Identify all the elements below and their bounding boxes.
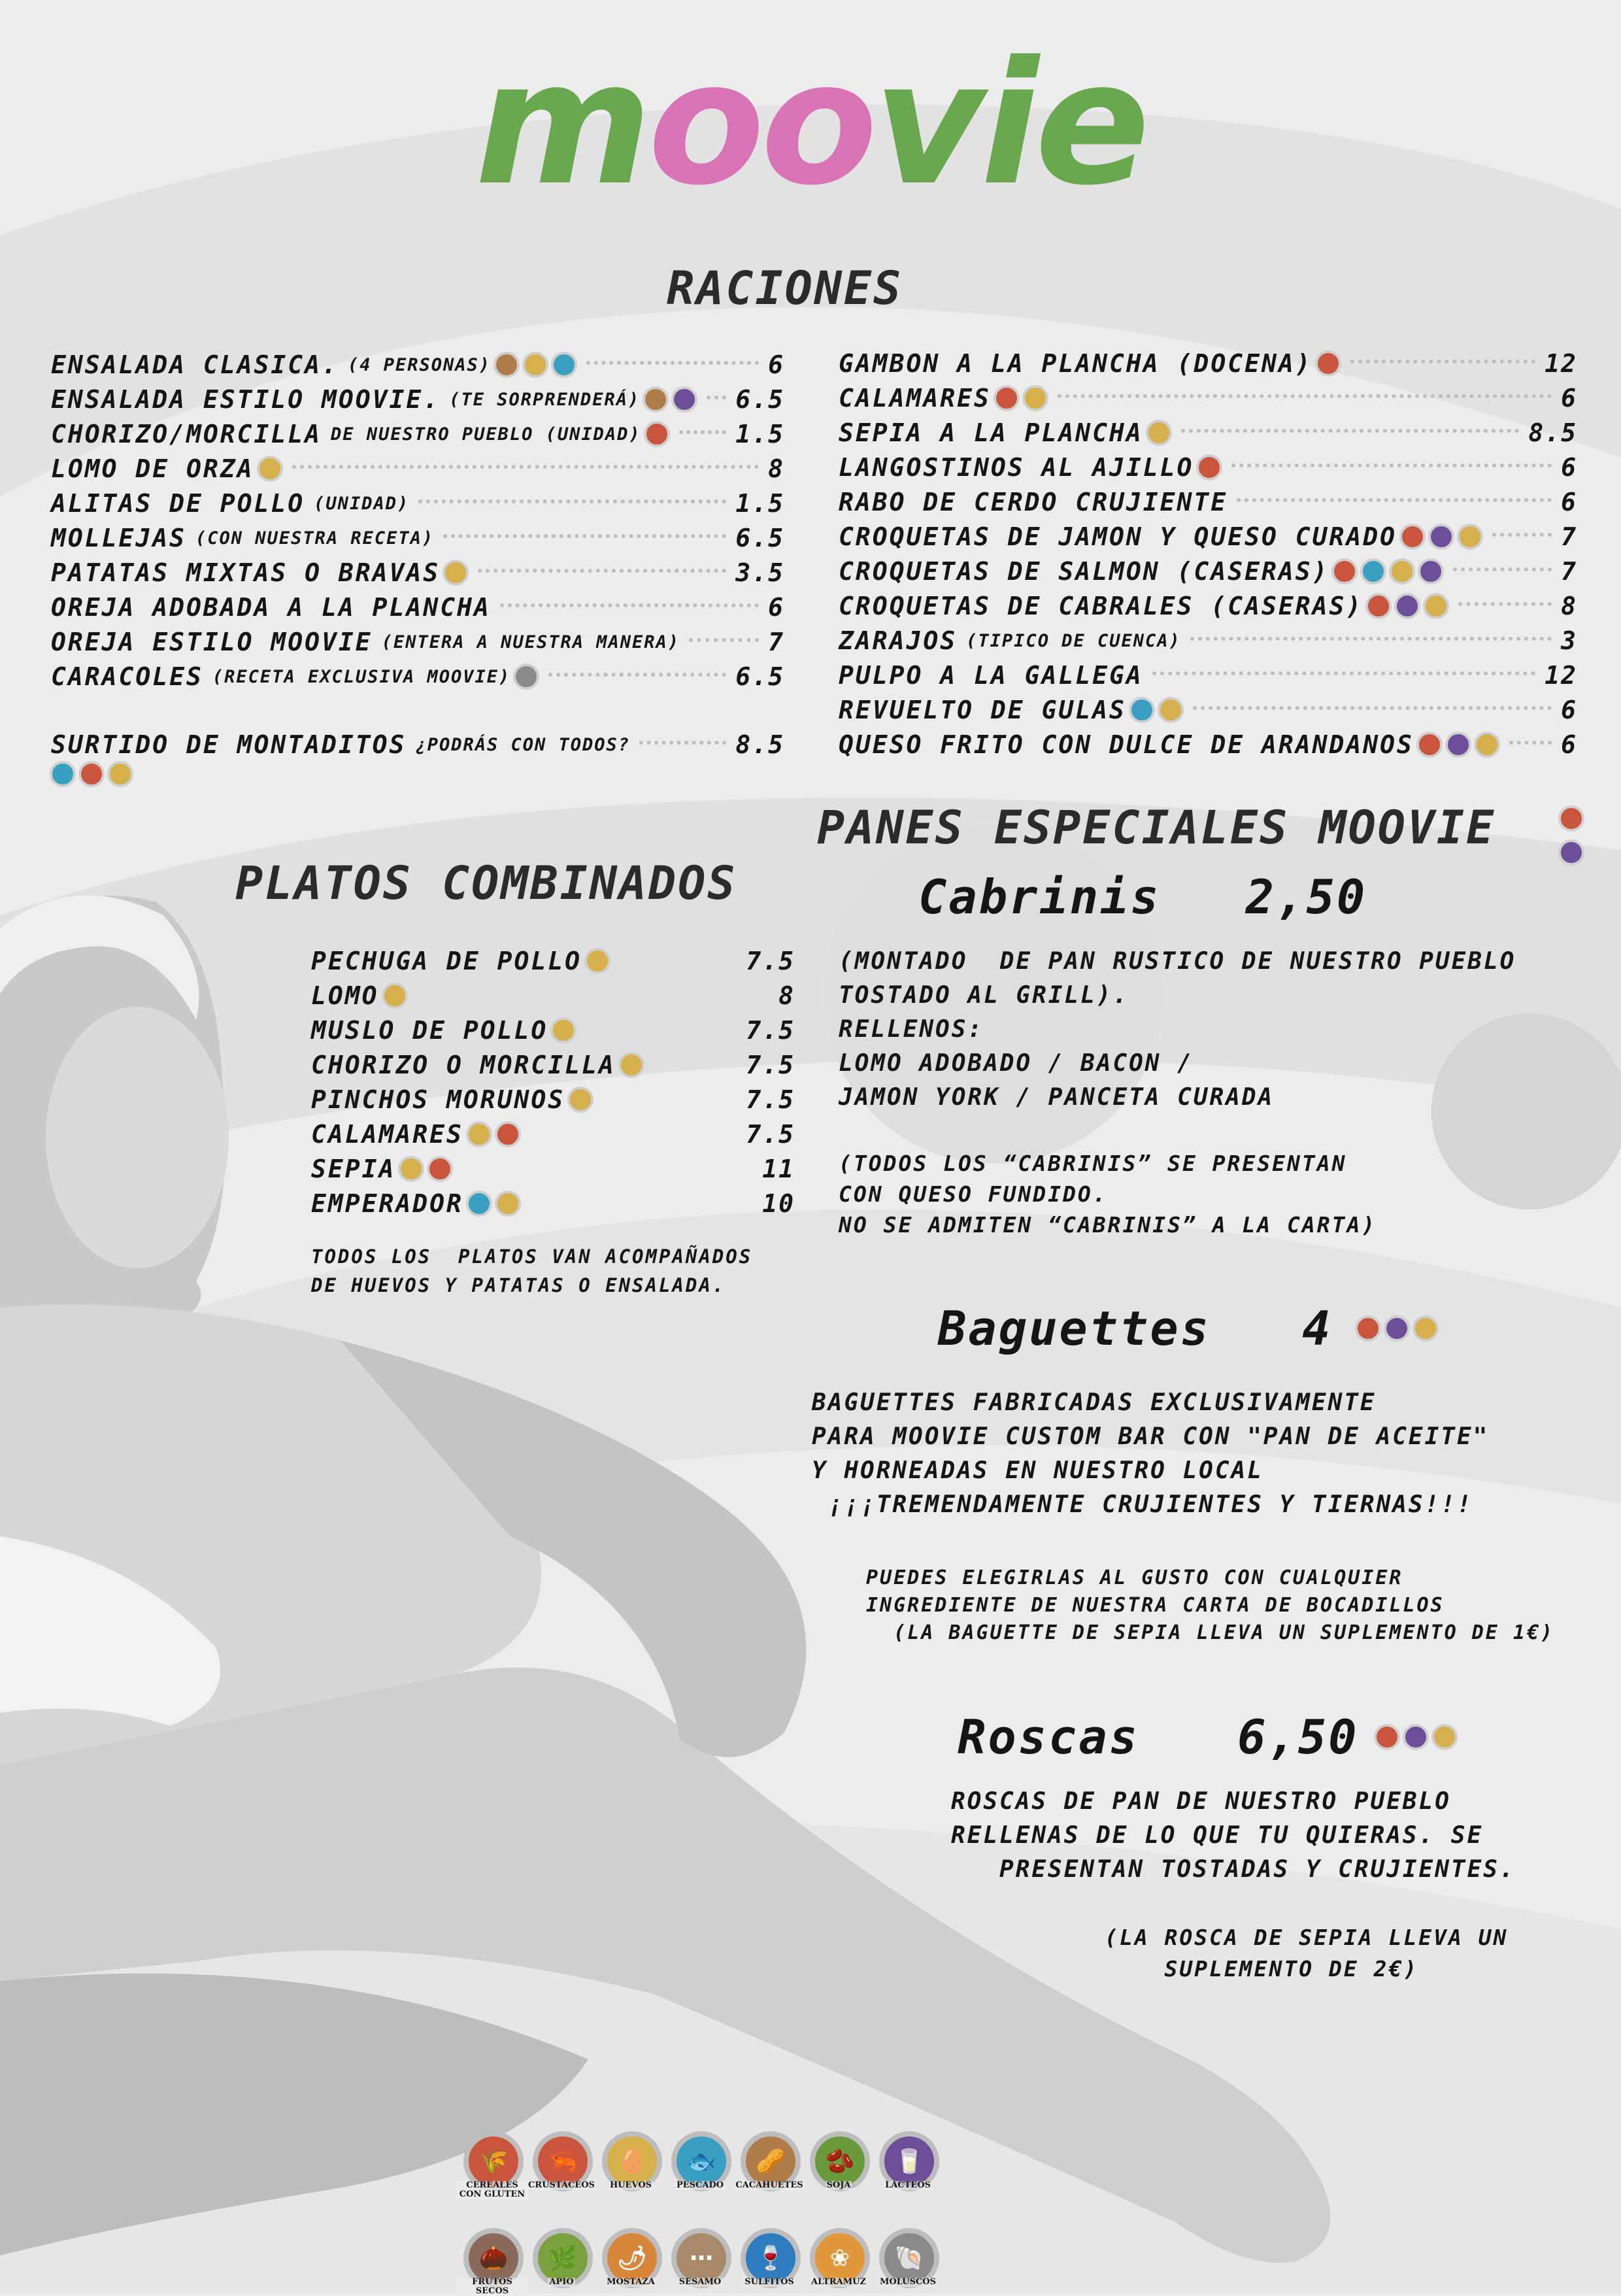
cabrinis-note: (TODOS LOS “CABRINIS” SE PRESENTAN CON QUESO FUNDIDO. NO SE ADMITEN “CABRINIS” A LA CARTA) bbox=[839, 1151, 1377, 1238]
menu-item bbox=[51, 660, 784, 694]
dot-leader bbox=[586, 361, 759, 365]
huevos-allergen-icon bbox=[550, 1017, 577, 1043]
menu-item-price: 8 bbox=[778, 981, 795, 1010]
gluten-allergen-icon bbox=[1331, 558, 1358, 584]
roscas-heading bbox=[958, 1710, 1458, 1764]
dot-leader bbox=[548, 673, 726, 677]
menu-item bbox=[311, 1013, 795, 1047]
menu-item-name: RABO DE CERDO CRUJIENTE bbox=[839, 488, 1228, 516]
menu-item bbox=[839, 485, 1577, 519]
logo-letters-vie: vie bbox=[873, 25, 1146, 223]
crust-icon: 🦐 bbox=[533, 2131, 593, 2191]
dot-leader bbox=[417, 992, 770, 996]
menu-item-name: SEPIA A LA PLANCHA bbox=[839, 418, 1143, 447]
allergen-label: FRUTOS SECOS bbox=[456, 2278, 528, 2296]
menu-item bbox=[311, 1117, 795, 1151]
menu-item-price: 6 bbox=[768, 593, 784, 622]
menu-item-price: 8.5 bbox=[1528, 418, 1577, 447]
altramuz-legend-item bbox=[803, 2228, 875, 2296]
menu-item-price: 1.5 bbox=[735, 420, 784, 448]
menu-item bbox=[311, 1187, 795, 1221]
dot-leader bbox=[1453, 567, 1552, 571]
allergen-label: CRUSTACEOS bbox=[528, 2180, 595, 2190]
menu-item-name: ENSALADA CLASICA. bbox=[51, 350, 339, 379]
menu-item-name: MUSLO DE POLLO bbox=[311, 1016, 548, 1045]
gluten-allergen-icon bbox=[1399, 524, 1426, 550]
gluten-allergen-icon bbox=[1374, 1724, 1400, 1750]
dot-leader bbox=[500, 603, 759, 607]
lacteos-allergen-icon bbox=[1445, 732, 1471, 758]
roscas-description: ROSCAS DE PAN DE NUESTRO PUEBLO RELLENAS DE LO QUE TU QUIERAS. SE PRESENTAN TOSTADAS Y CRUJIENTES. bbox=[951, 1788, 1516, 1883]
menu-item-price: 7 bbox=[768, 628, 784, 656]
allergen-legend-row-1 bbox=[458, 2131, 943, 2199]
menu-item bbox=[839, 381, 1577, 415]
roscas-note: (LA ROSCA DE SEPIA LLEVA UN SUPLEMENTO DE 2€) bbox=[1105, 1925, 1509, 1982]
dot-leader bbox=[639, 741, 726, 745]
gluten-allergen-icon bbox=[495, 1121, 521, 1147]
lacteos-allergen-icon bbox=[1428, 524, 1454, 550]
gluten-allergen-icon bbox=[1355, 1315, 1381, 1342]
huevos-allergen-icon bbox=[466, 1121, 492, 1147]
sulfitos-legend-item bbox=[733, 2228, 805, 2296]
montaditos-allergen-icons bbox=[47, 761, 133, 787]
allergen-label: SESAMO bbox=[678, 2277, 722, 2287]
dot-leader bbox=[620, 957, 737, 961]
menu-item-note: (UNIDAD) bbox=[314, 493, 410, 514]
huevos-allergen-icon bbox=[495, 1190, 521, 1217]
mostaza-icon: 🌶 bbox=[602, 2228, 662, 2288]
menu-item bbox=[839, 658, 1577, 692]
dot-leader bbox=[462, 1165, 753, 1169]
menu-item-price: 3 bbox=[1561, 626, 1577, 655]
lacteos-legend-item bbox=[872, 2131, 944, 2199]
menu-item-name: CARACOLES bbox=[51, 662, 203, 691]
menu-item bbox=[311, 1048, 795, 1082]
menu-item-note: (TE SORPRENDERÁ) bbox=[449, 389, 641, 410]
dot-leader bbox=[1237, 498, 1552, 502]
apio-legend-item bbox=[526, 2228, 597, 2296]
moluscos-legend-item bbox=[872, 2228, 944, 2296]
menu-item-price: 6 bbox=[1561, 730, 1577, 759]
huevos-allergen-icon bbox=[567, 1087, 593, 1113]
menu-item bbox=[51, 556, 784, 590]
menu-item-price: 6.5 bbox=[735, 524, 784, 552]
huevos-icon: 🥚 bbox=[602, 2131, 662, 2191]
huevos-allergen-icon bbox=[522, 352, 548, 378]
menu-item bbox=[839, 520, 1577, 554]
dot-leader bbox=[707, 396, 726, 399]
allergen-label: LACTEOS bbox=[885, 2180, 931, 2190]
menu-item-price: 6 bbox=[1561, 696, 1577, 724]
lacteos-allergen-icon bbox=[1384, 1315, 1410, 1342]
baguettes-note: PUEDES ELEGIRLAS AL GUSTO CON CUALQUIER INGREDIENTE DE NUESTRA CARTA DE BOCADILLOS (LA BAGUETTE DE SEPIA LLEVA UN SUPLEMENTO DE 1€) bbox=[866, 1566, 1555, 1644]
allergen-label: CACAHUETES bbox=[735, 2180, 803, 2190]
apio-icon: 🌿 bbox=[533, 2228, 593, 2288]
dot-leader bbox=[1190, 637, 1552, 641]
dot-leader bbox=[1193, 706, 1552, 710]
roscas-allergen-icons bbox=[1371, 1724, 1458, 1750]
sulfitos-icon: 🍷 bbox=[741, 2228, 801, 2288]
menu-item-name: PULPO A LA GALLEGA bbox=[839, 661, 1143, 690]
huevos-allergen-icon bbox=[1423, 593, 1449, 619]
menu-item-name: EMPERADOR bbox=[311, 1189, 463, 1218]
dot-leader bbox=[443, 534, 726, 538]
menu-item-name: PECHUGA DE POLLO bbox=[311, 947, 582, 975]
gluten-allergen-icon bbox=[1365, 593, 1392, 619]
dot-leader bbox=[530, 1200, 753, 1204]
cabrinis-description: (MONTADO DE PAN RUSTICO DE NUESTRO PUEBLO TOSTADO AL GRILL). RELLENOS: LOMO ADOBADO / BACON / JAMON YORK / PANCETA CURADA bbox=[839, 948, 1516, 1111]
menu-item-note: (TIPICO DE CUENCA) bbox=[966, 630, 1181, 651]
menu-item-name: OREJA ESTILO MOOVIE bbox=[51, 628, 373, 656]
menu-item bbox=[839, 450, 1577, 484]
menu-item-note: ¿PODRÁS CON TODOS? bbox=[415, 734, 631, 755]
roscas-name: Roscas bbox=[958, 1710, 1140, 1764]
dot-leader bbox=[603, 1096, 737, 1100]
dot-leader bbox=[292, 465, 760, 469]
logo-letters-oo: oo bbox=[648, 25, 874, 223]
menu-item-name: LOMO bbox=[311, 981, 379, 1010]
menu-item-name: CROQUETAS DE SALMON (CASERAS) bbox=[839, 557, 1329, 586]
sesamo-icon: ⋯ bbox=[671, 2228, 731, 2288]
pescado-icon: 🐟 bbox=[671, 2131, 731, 2191]
lacteos-allergen-icon bbox=[1403, 1724, 1429, 1750]
menu-item-price: 6 bbox=[768, 350, 784, 379]
gluten-allergen-icon bbox=[1558, 805, 1584, 832]
menu-item-price: 8 bbox=[768, 454, 784, 483]
crust-legend-item bbox=[526, 2131, 597, 2199]
huevos-allergen-icon bbox=[618, 1052, 644, 1078]
cacahu-icon: 🥜 bbox=[741, 2131, 801, 2191]
menu-item bbox=[51, 590, 784, 624]
menu-item-name: OREJA ADOBADA A LA PLANCHA bbox=[51, 593, 491, 622]
allergen-label: MOSTAZA bbox=[607, 2277, 655, 2287]
menu-item-name: CHORIZO O MORCILLA bbox=[311, 1051, 616, 1079]
huevos-allergen-icon bbox=[107, 761, 133, 787]
dot-leader bbox=[1231, 464, 1552, 467]
cabrinis-price: 2,50 bbox=[1245, 869, 1367, 924]
huevos-allergen-icon bbox=[382, 983, 408, 1009]
menu-item-name: QUESO FRITO CON DULCE DE ARANDANOS bbox=[839, 730, 1414, 759]
crust-allergen-icon bbox=[1196, 454, 1222, 481]
huevos-legend-item bbox=[595, 2131, 667, 2199]
platos-note: TODOS LOS PLATOS VAN ACOMPAÑADOS DE HUEVOS Y PATATAS O ENSALADA. bbox=[311, 1245, 753, 1296]
menu-item bbox=[51, 625, 784, 659]
dot-leader bbox=[1181, 429, 1520, 433]
moluscos-allergen-icon bbox=[513, 664, 539, 690]
gluten-allergen-icon bbox=[644, 421, 670, 447]
menu-item bbox=[839, 554, 1577, 588]
menu-item-price: 6 bbox=[1561, 453, 1577, 482]
menu-item bbox=[51, 348, 784, 382]
dot-leader bbox=[418, 499, 726, 503]
huevos-allergen-icon bbox=[443, 560, 469, 586]
pescado-allergen-icon bbox=[551, 352, 577, 378]
cacahu-legend-item bbox=[733, 2131, 805, 2199]
dot-leader bbox=[478, 569, 726, 573]
roscas-price: 6,50 bbox=[1237, 1710, 1359, 1764]
menu-item-price: 6.5 bbox=[735, 385, 784, 414]
menu-item-note: (RECETA EXCLUSIVA MOOVIE) bbox=[212, 666, 511, 687]
allergen-label: CEREALES CON GLUTEN bbox=[456, 2181, 528, 2199]
soja-icon: 🫘 bbox=[810, 2131, 870, 2191]
menu-item-name: PATATAS MIXTAS O BRAVAS bbox=[51, 558, 441, 587]
gluten-allergen-icon bbox=[1416, 732, 1443, 758]
allergen-label: HUEVOS bbox=[609, 2180, 652, 2190]
sesamo-legend-item bbox=[664, 2228, 736, 2296]
baguettes-description: BAGUETTES FABRICADAS EXCLUSIVAMENTE PARA MOOVIE CUSTOM BAR CON "PAN DE ACEITE" Y HORNEADAS EN NUESTRO LOCAL ¡¡¡TREMENDAMENTE CRUJIENTES Y TIERNAS!!! bbox=[812, 1389, 1490, 1518]
menu-item bbox=[51, 452, 784, 486]
pescado-allergen-icon bbox=[50, 761, 76, 787]
dot-leader bbox=[1509, 741, 1552, 745]
menu-item-name: CHORIZO/MORCILLA bbox=[51, 420, 322, 448]
cacahu-allergen-icon bbox=[493, 352, 520, 378]
gluten-allergen-icon bbox=[994, 385, 1020, 411]
logo-letters-m: m bbox=[475, 25, 648, 223]
menu-item bbox=[51, 521, 784, 555]
menu-item-note: (CON NUESTRA RECETA) bbox=[195, 528, 435, 549]
huevos-allergen-icon bbox=[1412, 1315, 1439, 1342]
dot-leader bbox=[1350, 360, 1536, 363]
menu-item bbox=[839, 693, 1577, 727]
huevos-allergen-icon bbox=[1474, 732, 1500, 758]
menu-item-price: 12 bbox=[1545, 661, 1577, 690]
menu-item-name: GAMBON A LA PLANCHA (DOCENA) bbox=[839, 349, 1312, 378]
menu-item-price: 7 bbox=[1561, 522, 1577, 551]
cabrinis-name: Cabrinis bbox=[918, 869, 1161, 924]
menu-item-name: SEPIA bbox=[311, 1155, 396, 1183]
menu-item-name: LOMO DE ORZA bbox=[51, 454, 254, 483]
menu-item-price: 12 bbox=[1545, 349, 1577, 378]
menu-item-price: 3.5 bbox=[735, 558, 784, 587]
lacteos-allergen-icon bbox=[1418, 558, 1444, 584]
menu-item-price: 8.5 bbox=[735, 730, 784, 759]
huevos-allergen-icon bbox=[584, 948, 610, 974]
menu-item-name: SURTIDO DE MONTADITOS bbox=[51, 730, 407, 759]
panes-title: PANES ESPECIALES MOOVIE bbox=[817, 801, 1496, 854]
menu-item-price: 6 bbox=[1561, 384, 1577, 413]
allergen-label: APIO bbox=[549, 2277, 574, 2287]
menu-item-name: REVUELTO DE GULAS bbox=[839, 696, 1126, 724]
menu-item bbox=[51, 382, 784, 416]
baguettes-price: 4 bbox=[1302, 1301, 1333, 1356]
menu-item-note: DE NUESTRO PUEBLO (UNIDAD) bbox=[331, 424, 641, 445]
menu-item-name: LANGOSTINOS AL AJILLO bbox=[839, 453, 1194, 482]
menu-item bbox=[839, 728, 1577, 762]
platos-title: PLATOS COMBINADOS bbox=[235, 856, 737, 910]
pescado-allergen-icon bbox=[1360, 558, 1386, 584]
menu-item-price: 11 bbox=[762, 1155, 795, 1183]
menu-item-note: (ENTERA A NUESTRA MANERA) bbox=[381, 632, 680, 652]
dot-leader bbox=[1458, 602, 1552, 606]
menu-item-price: 10 bbox=[762, 1189, 795, 1218]
menu-item bbox=[839, 416, 1577, 450]
menu-item-note: (4 PERSONAS) bbox=[347, 354, 492, 375]
cabrinis-heading bbox=[918, 869, 1367, 924]
lacteos-allergen-icon bbox=[671, 386, 697, 413]
menu-item-price: 6 bbox=[1561, 488, 1577, 516]
dot-leader bbox=[679, 430, 727, 434]
menu-item-name: MOLLEJAS bbox=[51, 524, 187, 552]
lacteos-allergen-icon bbox=[1394, 593, 1420, 619]
menu-item-price: 7.5 bbox=[746, 1120, 795, 1149]
lacteos-icon: 🥛 bbox=[879, 2131, 939, 2191]
allergen-legend-row-2 bbox=[458, 2228, 943, 2296]
menu-item-name: CROQUETAS DE CABRALES (CASERAS) bbox=[839, 592, 1363, 620]
menu-item-name: CROQUETAS DE JAMON Y QUESO CURADO bbox=[839, 522, 1397, 551]
dot-leader bbox=[530, 1130, 737, 1134]
menu-item-name: ZARAJOS bbox=[839, 626, 958, 655]
moovie-logo bbox=[0, 25, 1621, 223]
frutos-legend-item bbox=[456, 2228, 528, 2296]
menu-item bbox=[51, 486, 784, 520]
menu-item bbox=[51, 417, 784, 451]
menu-item bbox=[839, 346, 1577, 380]
altramuz-icon: ❀ bbox=[810, 2228, 870, 2288]
menu-item-price: 7.5 bbox=[746, 1051, 795, 1079]
cacahu-allergen-icon bbox=[643, 386, 669, 413]
dot-leader bbox=[1152, 671, 1535, 675]
menu-item-price: 1.5 bbox=[735, 489, 784, 518]
menu-item bbox=[311, 944, 795, 978]
mostaza-legend-item bbox=[595, 2228, 667, 2296]
panes-allergen-icons bbox=[1556, 805, 1584, 866]
soja-legend-item bbox=[803, 2131, 875, 2199]
baguettes-name: Baguettes bbox=[938, 1301, 1211, 1356]
dot-leader bbox=[586, 1026, 737, 1030]
menu-item-price: 8 bbox=[1561, 592, 1577, 620]
dot-leader bbox=[1058, 394, 1552, 398]
lacteos-allergen-icon bbox=[1558, 839, 1584, 866]
allergen-label: SULFITOS bbox=[744, 2277, 794, 2287]
allergen-label: PESCADO bbox=[676, 2180, 724, 2190]
menu-item-price: 7.5 bbox=[746, 1085, 795, 1114]
pescado-legend-item bbox=[664, 2131, 736, 2199]
huevos-allergen-icon bbox=[1146, 420, 1172, 446]
menu-item-name: ENSALADA ESTILO MOOVIE. bbox=[51, 385, 441, 414]
menu-item bbox=[311, 1083, 795, 1117]
menu-item-name: CALAMARES bbox=[311, 1120, 463, 1149]
dot-leader bbox=[689, 638, 759, 642]
dot-leader bbox=[654, 1061, 737, 1065]
pescado-allergen-icon bbox=[466, 1190, 492, 1217]
huevos-allergen-icon bbox=[1389, 558, 1415, 584]
baguettes-heading bbox=[938, 1301, 1439, 1356]
allergen-label: MOLUSCOS bbox=[880, 2277, 936, 2287]
gluten-icon: 🌾 bbox=[463, 2131, 524, 2191]
gluten-allergen-icon bbox=[427, 1156, 453, 1182]
allergen-label: ALTRAMUZ bbox=[811, 2277, 866, 2287]
huevos-allergen-icon bbox=[257, 456, 283, 482]
baguettes-allergen-icons bbox=[1352, 1315, 1439, 1342]
allergen-label: SOJA bbox=[826, 2180, 851, 2190]
pescado-allergen-icon bbox=[1129, 697, 1155, 723]
menu-item-name: PINCHOS MORUNOS bbox=[311, 1085, 565, 1114]
menu-item bbox=[839, 624, 1577, 658]
gluten-legend-item bbox=[456, 2131, 528, 2199]
menu-item-price: 7.5 bbox=[746, 947, 795, 975]
menu-item bbox=[311, 979, 795, 1013]
huevos-allergen-icon bbox=[398, 1156, 424, 1182]
raciones-title: RACIONES bbox=[667, 262, 903, 315]
menu-item bbox=[51, 728, 784, 762]
menu-item bbox=[311, 1152, 795, 1186]
menu-item-price: 7.5 bbox=[746, 1016, 795, 1045]
menu-item-price: 6.5 bbox=[735, 662, 784, 691]
moluscos-icon: 🐚 bbox=[879, 2228, 939, 2288]
dot-leader bbox=[1492, 533, 1552, 537]
huevos-allergen-icon bbox=[1022, 385, 1048, 411]
gluten-allergen-icon bbox=[78, 761, 105, 787]
huevos-allergen-icon bbox=[1431, 1724, 1458, 1750]
menu-item bbox=[839, 589, 1577, 623]
huevos-allergen-icon bbox=[1457, 524, 1483, 550]
frutos-icon: 🌰 bbox=[463, 2228, 524, 2288]
menu-item-name: ALITAS DE POLLO bbox=[51, 489, 305, 518]
huevos-allergen-icon bbox=[1158, 697, 1184, 723]
crust-allergen-icon bbox=[1315, 350, 1341, 377]
menu-item-price: 7 bbox=[1561, 557, 1577, 586]
menu-item-name: CALAMARES bbox=[839, 384, 991, 413]
